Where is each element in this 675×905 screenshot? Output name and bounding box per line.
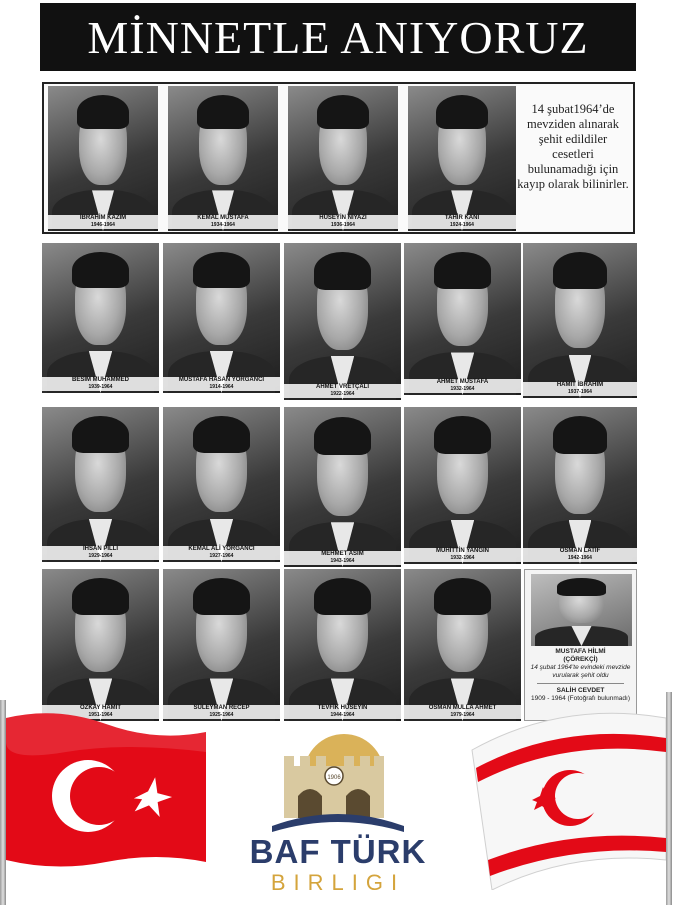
portrait-dates: 1925-1964 (209, 712, 234, 718)
logo-baf: BAF (249, 833, 321, 870)
missing-note: 14 şubat1964’de mevziden alınarak şehit edildiler cesetleri bulunamadığı için kayıp olarak bilinirler. (517, 102, 629, 191)
portrait-ahmet-mustafa (404, 243, 521, 395)
portrait-name: HAMİT İBRAHİM (556, 382, 604, 388)
portrait-name: HÜSEYİN NİYAZİ (319, 215, 367, 221)
special-name: MUSTAFA HİLMİ (555, 648, 606, 655)
portrait-name: MEHMET ASIM (321, 551, 364, 557)
portrait-dates: 1934-1964 (211, 222, 235, 228)
portrait-name: İHSAN PİLLİ (82, 546, 118, 552)
portrait-tevfik-huseyin (284, 569, 401, 721)
emblem-year: 1906 (327, 775, 341, 781)
portrait-name: İBRAHİM KAZIM (79, 215, 127, 221)
portrait-osman-latif (523, 407, 637, 564)
portrait-name: SÜLEYMAN RECEP (193, 705, 250, 711)
portrait-name: KEMAL ALİ YORGANCI (188, 546, 255, 552)
portrait-name: ÖZKAY HAMİT (79, 705, 121, 711)
portrait-dates: 1946-1964 (91, 222, 115, 228)
logo-wordmark (238, 833, 438, 871)
portrait-dates: 1932-1964 (450, 386, 475, 392)
logo-birligi: BIRLIGI (270, 870, 406, 895)
portrait-dates: 1937-1964 (568, 389, 592, 395)
divider (537, 683, 624, 684)
memorial-title: MİNNETLE ANIYORUZ (40, 3, 636, 71)
special-tribute-panel (524, 569, 637, 721)
second-note: 1909 - 1964 (Fotoğrafı bulunmadı) (530, 695, 630, 702)
portrait-osman-mulla-ahmet (404, 569, 521, 721)
portrait-name: MUSTAFA HASAN YORGANCI (178, 377, 265, 383)
portrait-dates: 1924-1964 (450, 222, 474, 228)
special-alias: (ÇÖREKÇİ) (563, 656, 598, 663)
portrait-tahir-kani (408, 86, 516, 231)
portrait-dates: 1979-1964 (450, 712, 475, 718)
portrait-hamit-ibrahim (523, 243, 637, 398)
portrait-name: OSMAN LATİF (559, 548, 601, 554)
portrait-name: BESİM MUHAMMED (72, 377, 129, 383)
portrait-muhittin-yangin (404, 407, 521, 564)
second-name: SALİH CEVDET (556, 687, 605, 694)
portrait-name: MUHİTTİN YANGIN (435, 548, 489, 554)
portrait-ibrahim-kazim (48, 86, 158, 231)
portrait-kemal-mustafa (168, 86, 278, 231)
portrait-ozkay-hamit (42, 569, 159, 721)
portrait-mustafa-hilmi (531, 574, 632, 646)
right-flag-pole (666, 692, 672, 905)
portrait-mehmet-asim (284, 407, 401, 567)
portrait-ahmet-vretcali (284, 243, 401, 400)
baf-turk-birligi-emblem (268, 732, 408, 834)
portrait-dates: 1939-1964 (88, 384, 113, 390)
portrait-dates: 1951-1964 (88, 712, 113, 718)
portrait-dates: 1922-1964 (330, 391, 355, 397)
portrait-dates: 1929-1964 (88, 553, 113, 559)
portrait-name: KEMAL MUSTAFA (197, 215, 249, 221)
portrait-huseyin-niyazi (288, 86, 398, 231)
special-description: 14 şubat 1964’te evindeki mevzide vurularak şehit oldu (530, 664, 631, 679)
portrait-name: TAHİR KANİ (444, 215, 480, 221)
portrait-dates: 1944-1964 (330, 712, 355, 718)
portrait-name: AHMET VRETÇALI (316, 384, 369, 390)
trnc-flag (452, 710, 666, 890)
portrait-name: OSMAN MULLA AHMET (428, 705, 497, 711)
portrait-dates: 1943-1964 (330, 558, 355, 564)
portrait-kemal-ali-yorganci (163, 407, 280, 562)
portrait-mustafa-hasan-yorganci (163, 243, 280, 393)
portrait-name: AHMET MUSTAFA (436, 379, 489, 385)
portrait-dates: 1936-1964 (331, 222, 355, 228)
logo-turk: TÜRK (330, 833, 427, 870)
turkish-flag (6, 712, 206, 870)
portrait-suleyman-recep (163, 569, 280, 721)
portrait-dates: 1927-1964 (209, 553, 234, 559)
portrait-ihsan-pilli (42, 407, 159, 562)
portrait-name: TEVFİK HÜSEYİN (317, 705, 368, 711)
portrait-besim-muhammed (42, 243, 159, 393)
portrait-dates: 1932-1964 (450, 555, 475, 561)
portrait-dates: 1942-1964 (568, 555, 592, 561)
portrait-dates: 1914-1964 (209, 384, 234, 390)
